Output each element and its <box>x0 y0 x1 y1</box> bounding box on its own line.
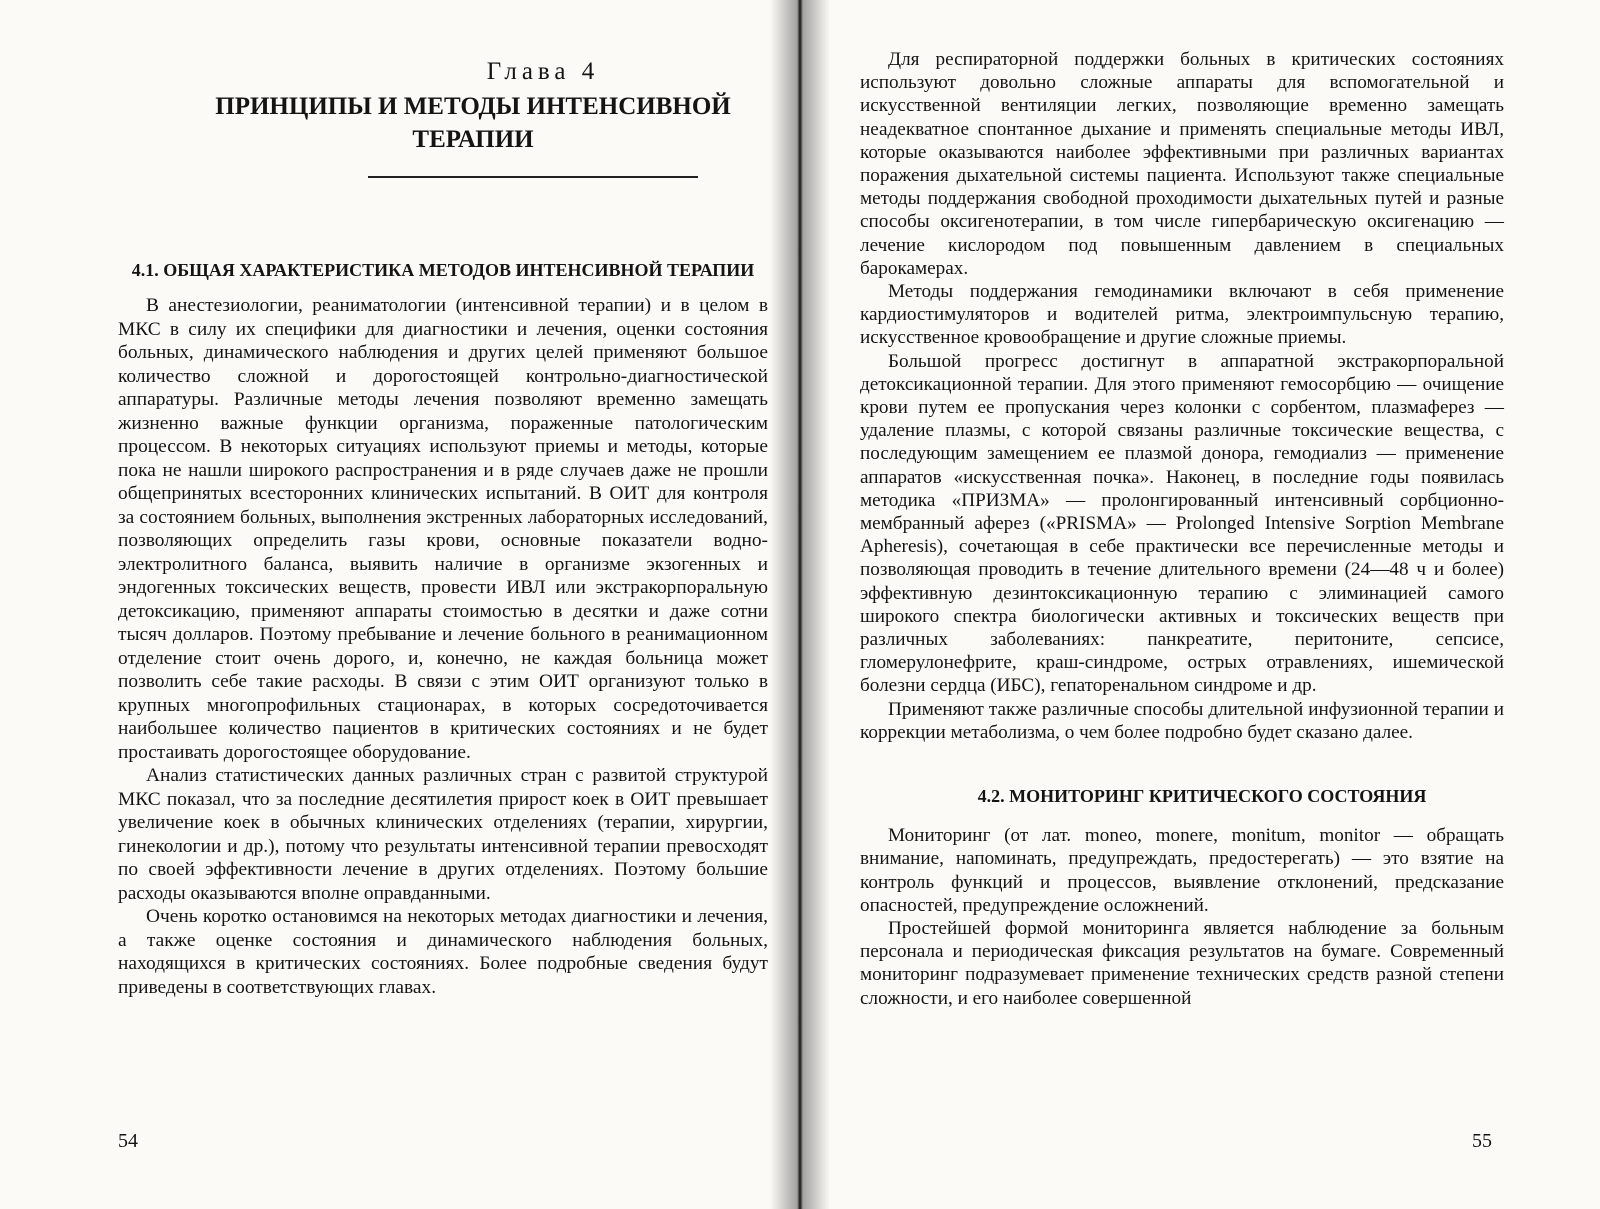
section-heading-4-1: 4.1. ОБЩАЯ ХАРАКТЕРИСТИКА МЕТОДОВ ИНТЕНСИВНОЙ ТЕРАПИИ <box>131 260 755 280</box>
chapter-label: Глава 4 <box>486 58 600 85</box>
paragraph: Методы поддержания гемодинамики включают в себя применение кардиостимуляторов и водителей ритма, электроимпульсную терапию, искусственное кровообращение и другие сложные приемы. <box>860 281 1504 349</box>
paragraph: Большой прогресс достигнут в аппаратной экстракорпоральной детоксикационной терапии. Для этого применяют гемосорбцию — очищение крови путем ее пропускания через колонки с сорбентом, плазмаферез — удаление плазмы, с которой связаны различные токсические вещества, с последующим замещением ее плазмой донора, гемодиализ — применение аппаратов «искусственная почка». Наконец, в последние годы появилась методика «ПРИЗМА» — пролонгированный интенсивный сорбционно-мембранный аферез («PRISMA» — Prolonged Intensive Sorption Membrane Apheresis), сочетающая в себе практически все перечисленные методы и позволяющая проводить в течение длительного времени (24—48 ч и более) эффективную дезинтоксикационную терапию с элиминацией самого широкого спектра биологически активных и токсических веществ при различных заболеваниях: панкреатите, перитоните, сепсисе, гломерулонефрите, краш-синдроме, острых отравлениях, ишемической болезни сердца (ИБС), гепаторенальном синдроме и др. <box>860 350 1504 697</box>
book-gutter-shadow <box>770 0 830 1209</box>
right-page <box>800 0 1600 1209</box>
paragraph: Простейшей формой мониторинга является наблюдение за больным персонала и периодическая фиксация результатов на бумаге. Современный мониторинг подразумевает применение технических средств разной степени сложности, и его наиболее совершенной <box>860 917 1504 1009</box>
paragraph: Очень коротко остановимся на некоторых методах диагностики и лечения, а также оценке состояния и динамического наблюдения больных, находящихся в критических состояниях. Более подробные сведения будут приведены в соответствующих главах. <box>118 906 768 998</box>
chapter-title: ПРИНЦИПЫ И МЕТОДЫ ИНТЕНСИВНОЙ ТЕРАПИИ <box>215 93 731 153</box>
title-underline <box>368 176 698 178</box>
page-number-left: 54 <box>118 1130 138 1152</box>
paragraph: Мониторинг (от лат. moneo, monere, monitum, monitor — обращать внимание, напоминать, предупреждать, предостерегать) — это взятие на контроль функций и процессов, выявление отклонений, предсказание опасностей, предупреждение осложнений. <box>860 825 1504 916</box>
left-text-column <box>118 48 768 999</box>
paragraph: Применяют также различные способы длительной инфузионной терапии и коррекции метаболизма, о чем более подробно будет сказано далее. <box>860 698 1504 743</box>
paragraph: Анализ статистических данных различных стран с развитой структурой МКС показал, что за последние десятилетия прирост коек в ОИТ превышает увеличение коек в обычных клинических отделениях (терапии, хирургии, гинекологии и др.), потому что результаты интенсивной терапии превосходят по своей эффективности лечение в других отделениях. Поэтому большие расходы оказываются вполне оправданными. <box>118 765 768 904</box>
section-heading-4-2: 4.2. МОНИТОРИНГ КРИТИЧЕСКОГО СОСТОЯНИЯ <box>977 786 1427 807</box>
right-text-column <box>860 48 1504 1010</box>
paragraph: Для респираторной поддержки больных в критических состояниях используют довольно сложные аппараты для вспомогательной и искусственной вентиляции легких, позволяющие временно замещать неадекватное спонтанное дыхание и применять специальные методы ИВЛ, которые оказываются наиболее эффективными при различных вариантах поражения дыхательной системы пациента. Используют также специальные методы поддержания свободной проходимости дыхательных путей и разные способы оксигенотерапии, в том числе гипербарическую оксигенацию — лечение кислородом под повышенным давлением в специальных барокамерах. <box>860 49 1504 279</box>
page-number-right: 55 <box>1472 1130 1492 1152</box>
paragraph: В анестезиологии, реаниматологии (интенсивной терапии) и в целом в МКС в силу их специфики для диагностики и лечения, оценки состояния больных, динамического наблюдения и других целей применяют большое количество сложной и дорогостоящей контрольно-диагностической аппаратуры. Различные методы лечения позволяют временно замещать жизненно важные функции организма, пораженные патологическим процессом. В некоторых ситуациях используют приемы и методы, которые пока не нашли широкого распространения и в ряде случаев даже не прошли общепринятых всесторонних клинических испытаний. В ОИТ для контроля за состоянием больных, выполнения экстренных лабораторных исследований, позволяющих определить газы крови, основные показатели водно-электролитного баланса, выявить наличие в организме экзогенных и эндогенных токсических веществ, провести ИВЛ или экстракорпоральную детоксикацию, применяют аппараты стоимостью в десятки и даже сотни тысяч долларов. Поэтому пребывание и лечение больного в реанимационном отделение стоит очень дорого, и, конечно, не каждая больница может позволить себе такие расходы. В связи с этим ОИТ организуют только в крупных многопрофильных стационарах, в которых сосредоточивается наибольшее количество пациентов в критических состояниях и не будет простаивать дорогостоящее оборудование. <box>118 295 768 763</box>
